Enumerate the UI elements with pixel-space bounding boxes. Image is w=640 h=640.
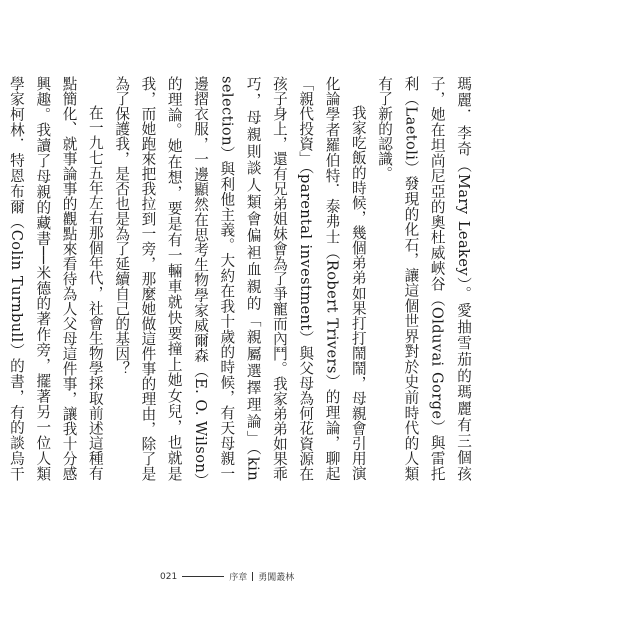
paragraph-continuation: 瑪麗．李奇（Mary Leakey）。愛抽雪茄的瑪麗有三個孩子，她在坦尚尼亞的奧杜威峽谷（Olduvai Gorge）與雷托利（Laetoli）發現的化石，讓這個世界對於史前時代的人類有了新的認識。 — [376, 76, 472, 481]
section-title: 勇闖叢林 — [258, 573, 295, 583]
vertical-text-block — [0, 76, 476, 481]
page-number: 021 — [160, 571, 178, 582]
footer-separator — [252, 572, 253, 581]
footer-rule — [182, 576, 224, 577]
chapter-title: 序章 — [229, 573, 248, 583]
paragraph: 在一九七五年左右那個年代，社會生物學採取前述這種有點簡化、就事論事的觀點來看待為人父母這件事，讓我十分感興趣。我讀了母親的藏書──米德的著作旁，擺著另一位人類學家柯林．特恩布爾（Colin Turnbull）的書，有的談烏干 — [7, 76, 104, 481]
paragraph: 我家吃飯的時候，幾個弟弟如果打打鬧鬧，母親會引用演化論學者羅伯特．泰弗士（Robert Trivers）的理論，聊起「親代投資」（parental investment）與父母為何花資源在孩子身上，還有兄弟姐妹會為了爭寵而內鬥。我家弟弟如果乖巧，母親則談人類會偏袒血親的「親屬選擇理論」（kin selection）與利他主義。大約在我十歲的時候，有天母親一邊摺衣服，一邊顯然在思考生物學家威爾森（E. O. Wilson）的理論。她在想，要是有一輛車就快要撞上她女兒，也就是我，而她跑來把我拉到一旁，那麼她做這件事的理由，除了是為了保護我，是否也是為了延續自己的基因？ — [113, 76, 367, 481]
running-footer — [160, 570, 294, 583]
